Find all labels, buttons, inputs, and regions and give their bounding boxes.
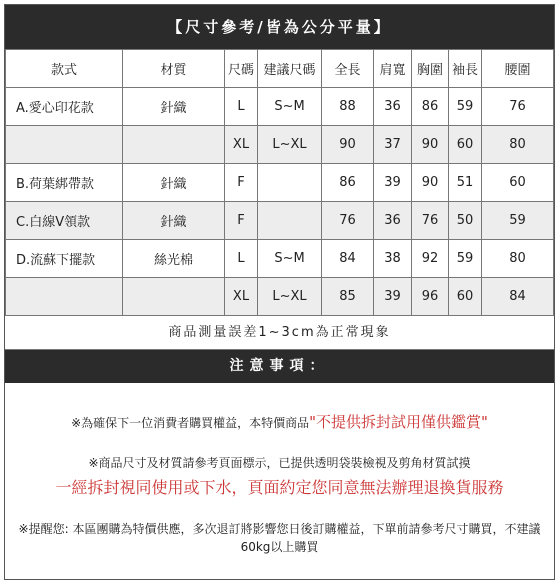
chest-cell: 86	[412, 88, 449, 126]
style-cell: A.愛心印花款	[6, 88, 123, 126]
notice-line-1-prefix: ※為確保下一位消費者購買權益，本特價商品	[71, 416, 310, 430]
notice-title: 注意事項：	[5, 350, 554, 383]
table-row	[6, 126, 554, 164]
waist-cell: 80	[482, 126, 554, 164]
length-cell: 85	[322, 278, 374, 316]
style-cell: D.流蘇下擺款	[6, 240, 123, 278]
material-cell: 針織	[123, 88, 225, 126]
length-cell: 88	[322, 88, 374, 126]
material-cell: 絲光棉	[123, 240, 225, 278]
length-cell: 84	[322, 240, 374, 278]
sleeve-cell: 51	[449, 164, 482, 202]
size-cell: L	[225, 88, 258, 126]
size-cell: L	[225, 240, 258, 278]
suggest-cell	[258, 164, 322, 202]
table-row	[6, 278, 554, 316]
chest-cell: 92	[412, 240, 449, 278]
suggest-cell: S~M	[258, 88, 322, 126]
sleeve-cell: 59	[449, 240, 482, 278]
measurement-note: 商品測量誤差1~3cm為正常現象	[5, 316, 554, 350]
style-cell	[6, 126, 123, 164]
table-row	[6, 164, 554, 202]
suggest-cell: L~XL	[258, 126, 322, 164]
size-chart-panel	[4, 4, 555, 580]
col-header: 腰圍	[482, 50, 554, 88]
length-cell: 90	[322, 126, 374, 164]
shoulder-cell: 39	[374, 278, 412, 316]
shoulder-cell: 37	[374, 126, 412, 164]
notice-line-3: 一經拆封視同使用或下水，頁面約定您同意無法辦理退換貨服務	[55, 478, 504, 497]
table-row	[6, 88, 554, 126]
table-header-row	[6, 50, 554, 88]
col-header: 建議尺碼	[258, 50, 322, 88]
col-header: 肩寬	[374, 50, 412, 88]
waist-cell: 59	[482, 202, 554, 240]
sleeve-cell: 60	[449, 126, 482, 164]
style-cell	[6, 278, 123, 316]
material-cell: 針織	[123, 202, 225, 240]
style-cell: B.荷葉綁帶款	[6, 164, 123, 202]
size-cell: F	[225, 202, 258, 240]
chest-cell: 90	[412, 126, 449, 164]
notice-line-4: ※提醒您: 本區團購為特價供應，多次退訂將影響您日後訂購權益，下單前請參考尺寸購買，不建議60kg以上購買	[18, 522, 541, 554]
length-cell: 86	[322, 164, 374, 202]
col-header: 全長	[322, 50, 374, 88]
waist-cell: 60	[482, 164, 554, 202]
shoulder-cell: 36	[374, 202, 412, 240]
notice-line-1-highlight: "不提供拆封試用僅供鑑賞"	[309, 413, 488, 431]
size-table	[5, 49, 554, 316]
material-cell	[123, 278, 225, 316]
table-row	[6, 202, 554, 240]
col-header: 袖長	[449, 50, 482, 88]
shoulder-cell: 36	[374, 88, 412, 126]
sleeve-cell: 59	[449, 88, 482, 126]
chest-cell: 90	[412, 164, 449, 202]
table-row	[6, 240, 554, 278]
col-header: 胸圍	[412, 50, 449, 88]
waist-cell: 84	[482, 278, 554, 316]
shoulder-cell: 39	[374, 164, 412, 202]
col-header: 尺碼	[225, 50, 258, 88]
col-header: 材質	[123, 50, 225, 88]
size-cell: XL	[225, 278, 258, 316]
size-cell: F	[225, 164, 258, 202]
col-header: 款式	[6, 50, 123, 88]
chart-title: 【尺寸參考/皆為公分平量】	[5, 5, 554, 49]
size-cell: XL	[225, 126, 258, 164]
length-cell: 76	[322, 202, 374, 240]
material-cell	[123, 126, 225, 164]
chest-cell: 96	[412, 278, 449, 316]
chest-cell: 76	[412, 202, 449, 240]
suggest-cell	[258, 202, 322, 240]
suggest-cell: L~XL	[258, 278, 322, 316]
notice-line-1	[5, 411, 554, 432]
suggest-cell: S~M	[258, 240, 322, 278]
sleeve-cell: 60	[449, 278, 482, 316]
waist-cell: 80	[482, 240, 554, 278]
notice-line-2: ※商品尺寸及材質請參考頁面標示，已提供透明袋裝檢視及剪角材質試摸	[88, 456, 471, 470]
waist-cell: 76	[482, 88, 554, 126]
shoulder-cell: 38	[374, 240, 412, 278]
material-cell: 針織	[123, 164, 225, 202]
style-cell: C.白線V領款	[6, 202, 123, 240]
sleeve-cell: 50	[449, 202, 482, 240]
